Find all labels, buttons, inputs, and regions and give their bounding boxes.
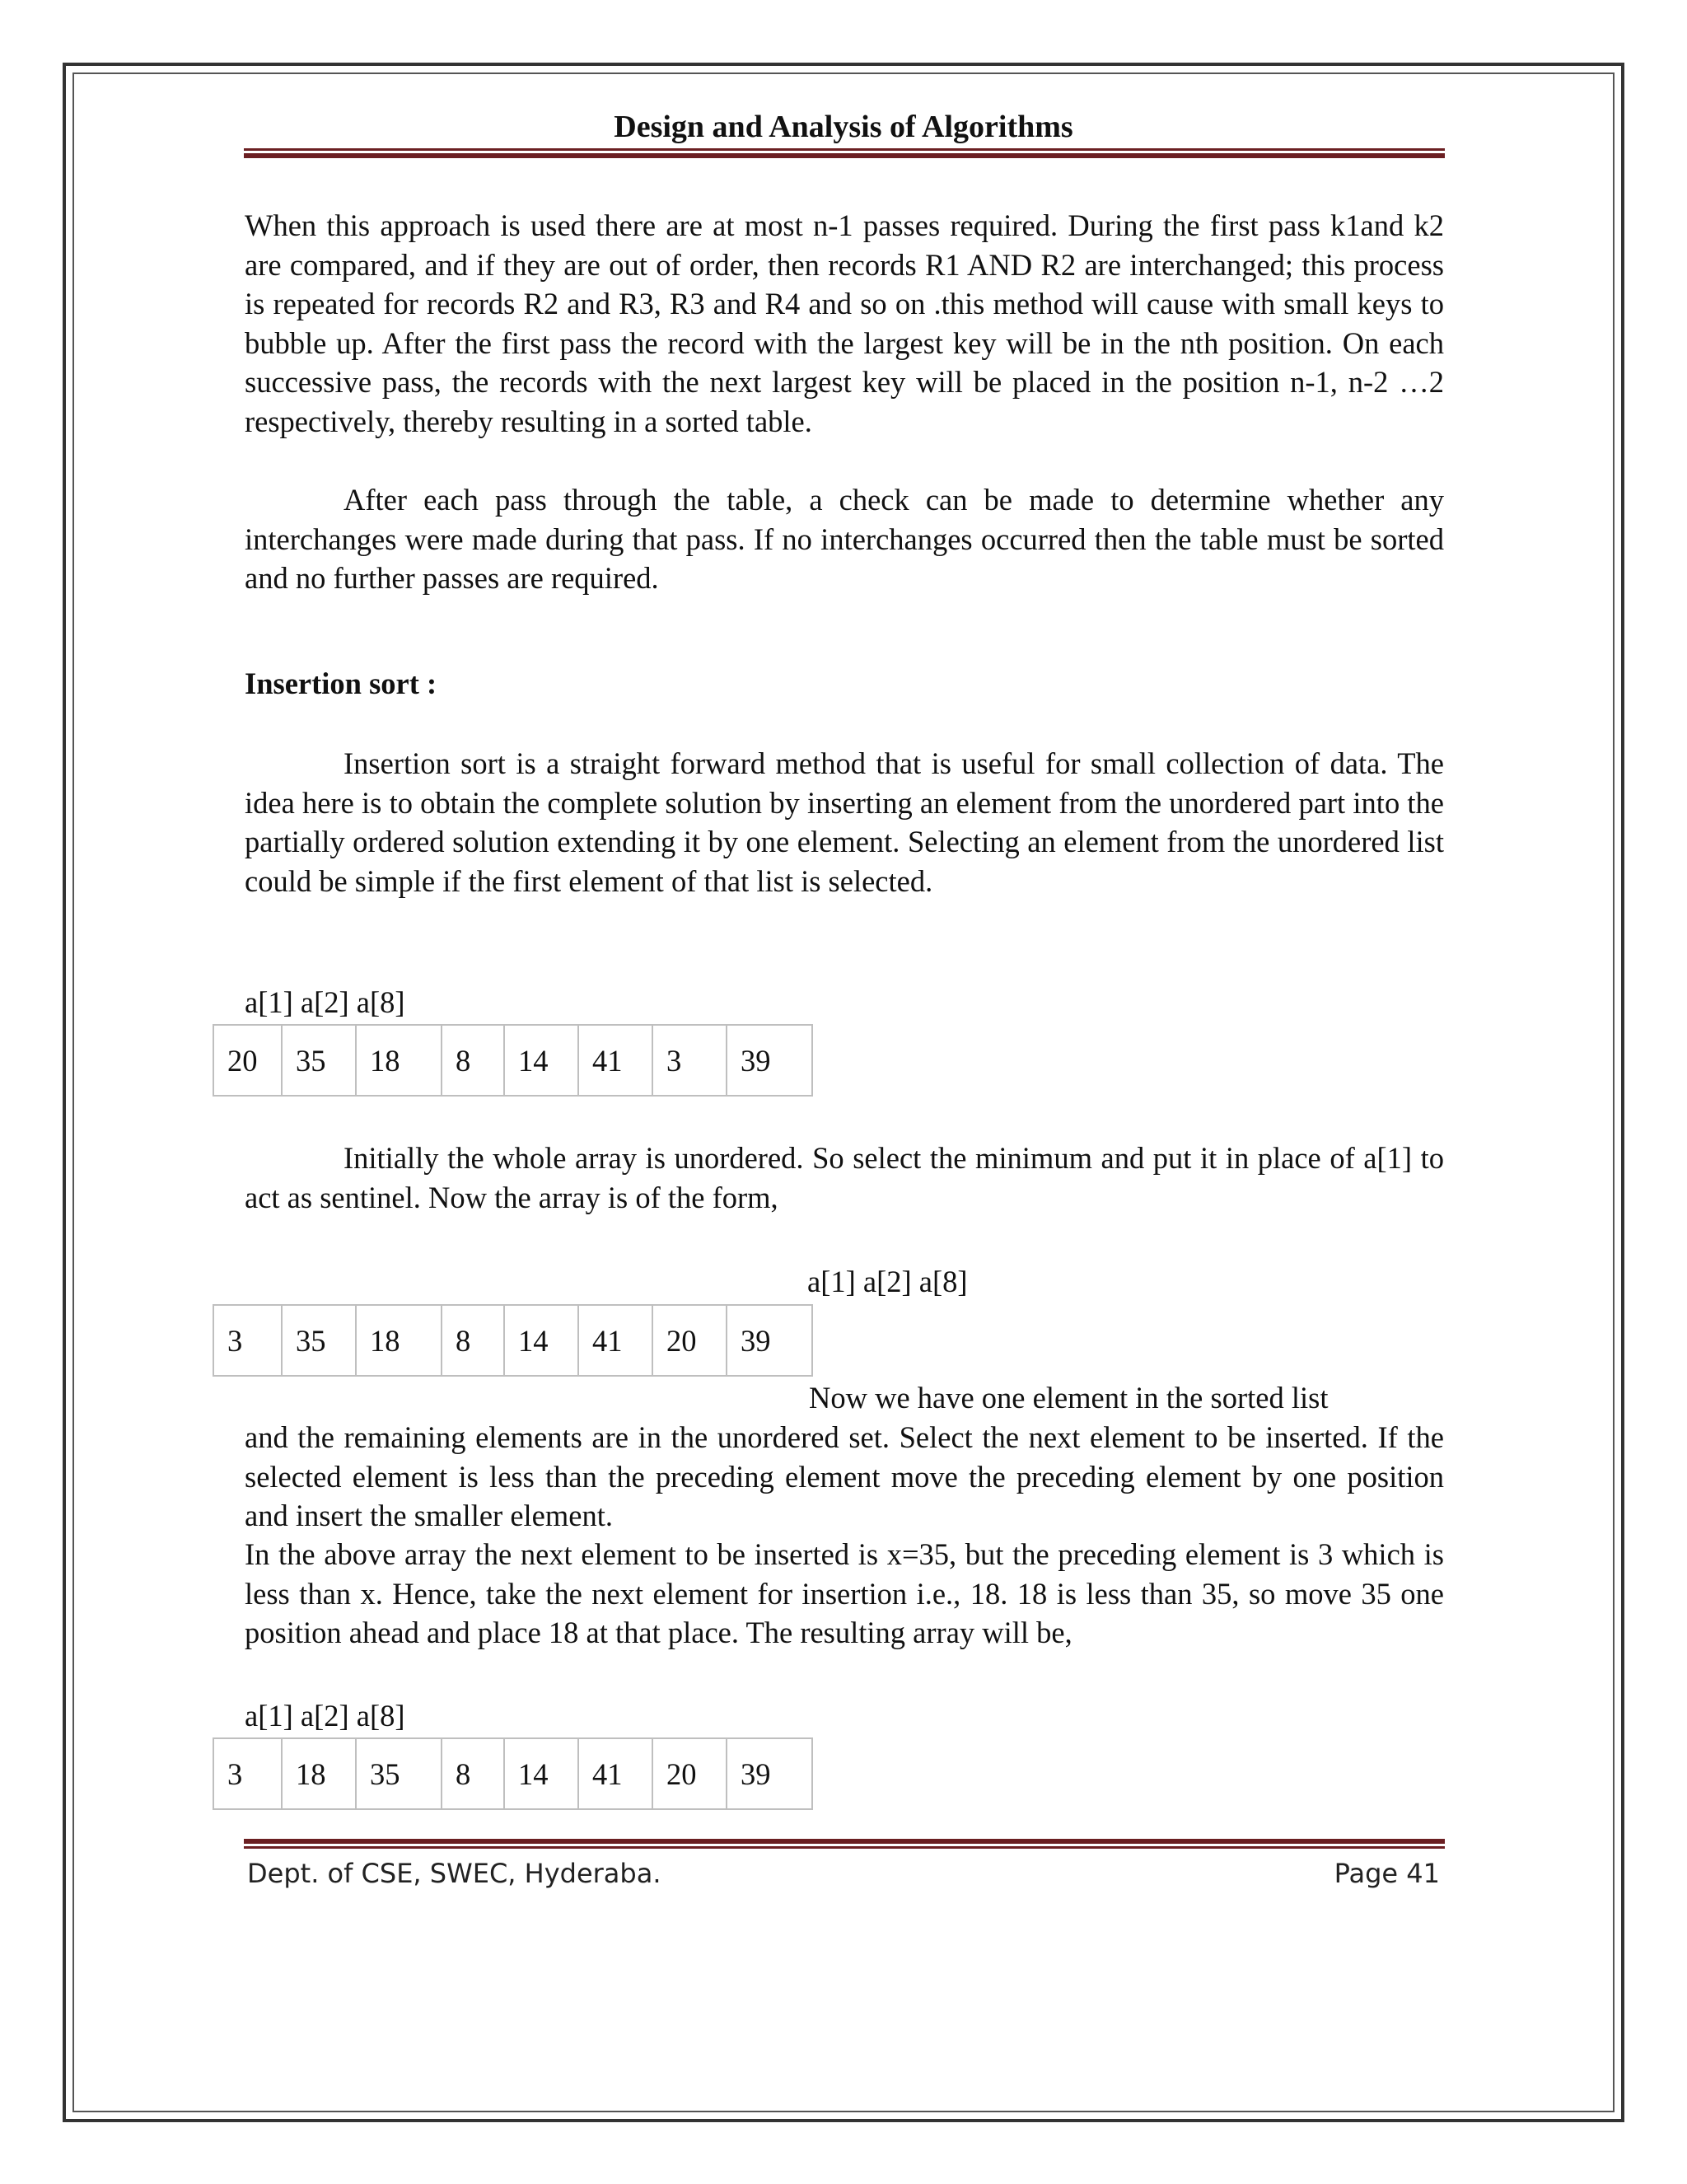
array-cell: 3 (213, 1305, 282, 1376)
paragraph-next-element: In the above array the next element to be inserted is x=35, but the preceding element is 3 which is less than x. Hence, take the next element for insertion i.e., 18. 18 is less than 35, so move 35 one position ahead and place 18 at that place. The resulting array will be, (245, 1537, 1444, 1649)
array-table-sentinel (213, 1304, 813, 1377)
array-cell: 8 (442, 1305, 504, 1376)
header-title: Design and Analysis of Algorithms (614, 110, 1073, 144)
array-cell: 20 (652, 1305, 727, 1376)
array-cell: 20 (652, 1738, 727, 1809)
array-cell: 39 (727, 1305, 812, 1376)
array-cell: 3 (213, 1738, 282, 1809)
array-cell: 41 (578, 1025, 652, 1096)
array-cell: 39 (727, 1738, 812, 1809)
array2-label: a[1] a[2] a[8] (807, 1265, 968, 1298)
footer-page-number: Page 41 (1334, 1858, 1440, 1889)
array-cell: 8 (442, 1738, 504, 1809)
array3-label: a[1] a[2] a[8] (245, 1699, 405, 1733)
array-table-initial (213, 1024, 813, 1097)
array-cell: 18 (282, 1738, 356, 1809)
header-rule-thin (244, 148, 1445, 151)
array-cell: 14 (504, 1738, 578, 1809)
array-row (213, 1738, 812, 1809)
array-table-result (213, 1737, 813, 1810)
array-row (213, 1305, 812, 1376)
array-cell: 41 (578, 1738, 652, 1809)
section-heading-insertion-sort: Insertion sort : (245, 666, 437, 700)
footer-rule-thick (244, 1839, 1445, 1844)
paragraph-bubble-sort: When this approach is used there are at most n-1 passes required. During the first pass k1and k2 are compared, and if they are out of order, then records R1 AND R2 are interchanged; this process is repeated for records R2 and R3, R3 and R4 and so on .this method will cause with small keys to bubble up. After the first pass the record with the largest key will be in the nth position. On each successive pass, the records with the next largest key will be placed in the position n-1, n-2 …2 respectively, thereby resulting in a sorted table. (245, 208, 1444, 438)
header-rule-thick (244, 153, 1445, 158)
array-cell: 18 (356, 1025, 442, 1096)
array-cell: 14 (504, 1025, 578, 1096)
paragraph-sorted-list-rest: and the remaining elements are in the unordered set. Select the next element to be inserted. If the selected element is less than the preceding element move the preceding element by one position and insert the smaller element. (245, 1420, 1444, 1532)
array-cell: 20 (213, 1025, 282, 1096)
footer-rule-thin (244, 1846, 1445, 1849)
array-cell: 39 (727, 1025, 812, 1096)
array-cell: 35 (282, 1305, 356, 1376)
array-cell: 18 (356, 1305, 442, 1376)
footer-department: Dept. of CSE, SWEC, Hyderaba. (247, 1858, 661, 1889)
array-cell: 35 (282, 1025, 356, 1096)
paragraph-pass-check: After each pass through the table, a check can be made to determine whether any interchanges were made during that pass. If no interchanges occurred then the table must be sorted and no further passes are required. (245, 483, 1444, 595)
array-cell: 41 (578, 1305, 652, 1376)
paragraph-sorted-list-start: Now we have one element in the sorted list (809, 1381, 1329, 1415)
array-cell: 35 (356, 1738, 442, 1809)
array-cell: 14 (504, 1305, 578, 1376)
array1-label: a[1] a[2] a[8] (245, 985, 405, 1019)
array-cell: 3 (652, 1025, 727, 1096)
paragraph-sentinel: Initially the whole array is unordered. So select the minimum and put it in place of a[1] to act as sentinel. Now the array is of the form, (245, 1141, 1444, 1214)
array-row (213, 1025, 812, 1096)
paragraph-insertion-sort-intro: Insertion sort is a straight forward method that is useful for small collection of data. The idea here is to obtain the complete solution by inserting an element from the unordered part into the partially ordered solution extending it by one element. Selecting an element from the unordered list could be simple if the first element of that list is selected. (245, 746, 1444, 898)
array-cell: 8 (442, 1025, 504, 1096)
